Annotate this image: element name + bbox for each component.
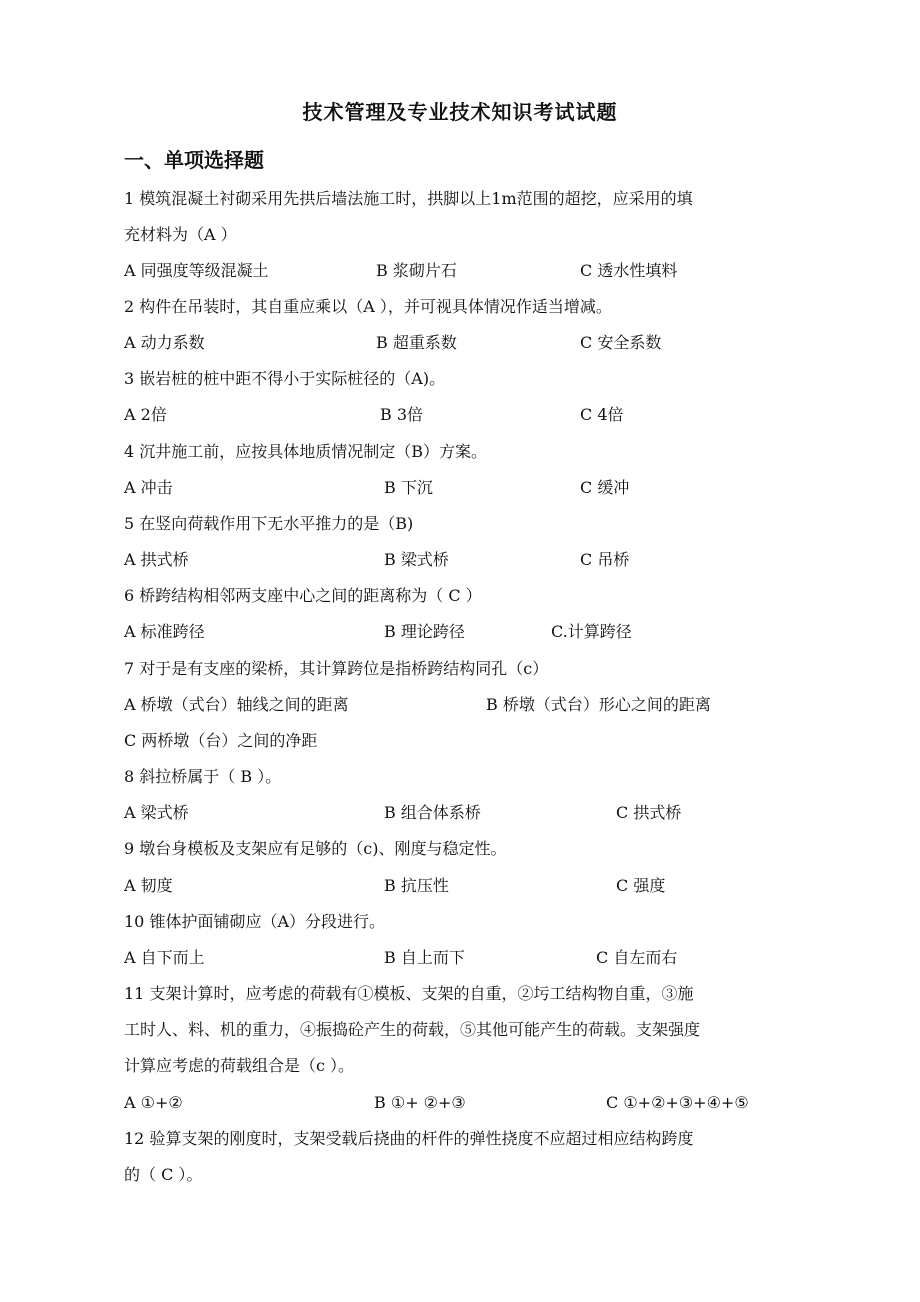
option-b: B 超重系数 bbox=[376, 333, 457, 352]
question-text: 9 墩台身模板及支架应有足够的（c)、刚度与稳定性。 bbox=[124, 839, 507, 858]
question-text: 6 桥跨结构相邻两支座中心之间的距离称为（ C ） bbox=[124, 586, 482, 605]
option-c: C.计算跨径 bbox=[551, 622, 632, 641]
option-b: B 梁式桥 bbox=[384, 550, 449, 569]
option-a: A 2倍 bbox=[124, 405, 167, 424]
option-b: B 下沉 bbox=[384, 478, 433, 497]
option-b: B 理论跨径 bbox=[384, 622, 465, 641]
option-b: B 抗压性 bbox=[384, 876, 449, 895]
question-text: 3 嵌岩桩的桩中距不得小于实际桩径的（A)。 bbox=[124, 369, 446, 388]
option-c: C 吊桥 bbox=[580, 550, 630, 569]
question-text: 11 支架计算时，应考虑的荷载有①模板、支架的自重，②圬工结构物自重，③施 bbox=[124, 984, 694, 1003]
option-c: C 强度 bbox=[616, 876, 666, 895]
question-text: 8 斜拉桥属于（ B ）。 bbox=[124, 767, 282, 786]
question-text: 12 验算支架的刚度时，支架受载后挠曲的杆件的弹性挠度不应超过相应结构跨度 bbox=[124, 1129, 694, 1148]
option-a: A 韧度 bbox=[124, 876, 173, 895]
section-heading: 一、单项选择题 bbox=[124, 148, 264, 172]
option-a: A 冲击 bbox=[124, 478, 173, 497]
option-c: C 透水性填料 bbox=[580, 261, 678, 280]
option-a: A 梁式桥 bbox=[124, 803, 189, 822]
question-text: 2 构件在吊装时，其自重应乘以（A ），并可视具体情况作适当增减。 bbox=[124, 297, 612, 316]
option-b: B 组合体系桥 bbox=[384, 803, 481, 822]
question-text: 4 沉井施工前，应按具体地质情况制定（B）方案。 bbox=[124, 442, 488, 461]
option-b: B 3倍 bbox=[380, 405, 424, 424]
option-a: A 标准跨径 bbox=[124, 622, 205, 641]
question-text: 的（ C ）。 bbox=[124, 1165, 203, 1184]
question-text: 工时人、料、机的重力，④振捣砼产生的荷载，⑤其他可能产生的荷载。支架强度 bbox=[124, 1020, 701, 1039]
option-b: B 桥墩（式台）形心之间的距离 bbox=[486, 695, 711, 714]
option-c: C 安全系数 bbox=[580, 333, 662, 352]
question-text: 10 锥体护面铺砌应（A）分段进行。 bbox=[124, 912, 386, 931]
option-c: C 4倍 bbox=[580, 405, 624, 424]
question-text: 计算应考虑的荷载组合是（c ）。 bbox=[124, 1056, 355, 1075]
option-a: A 动力系数 bbox=[124, 333, 205, 352]
page-title: 技术管理及专业技术知识考试试题 bbox=[302, 100, 618, 124]
option-c: C 缓冲 bbox=[580, 478, 630, 497]
option-c: C 拱式桥 bbox=[616, 803, 682, 822]
option-a: A 拱式桥 bbox=[124, 550, 189, 569]
option-b: B ①+ ②+③ bbox=[374, 1093, 466, 1112]
option-a: A ①+② bbox=[124, 1093, 183, 1112]
question-text: 7 对于是有支座的梁桥，其计算跨位是指桥跨结构同孔（c） bbox=[124, 659, 549, 678]
option-b: B 自上而下 bbox=[384, 948, 465, 967]
question-text: 充材料为（A ） bbox=[124, 225, 237, 244]
option-b: B 浆砌片石 bbox=[376, 261, 457, 280]
option-a: A 自下而上 bbox=[124, 948, 205, 967]
option-c: C 自左而右 bbox=[596, 948, 678, 967]
option-a: A 同强度等级混凝土 bbox=[124, 261, 269, 280]
question-text: 5 在竖向荷载作用下无水平推力的是（B) bbox=[124, 514, 414, 533]
question-text: 1 模筑混凝土衬砌采用先拱后墙法施工时，拱脚以上1m范围的超挖，应采用的填 bbox=[124, 189, 693, 208]
option-a: A 桥墩（式台）轴线之间的距离 bbox=[124, 695, 349, 714]
option-c: C ①+②+③+④+⑤ bbox=[606, 1093, 749, 1112]
option-c: C 两桥墩（台）之间的净距 bbox=[124, 731, 318, 750]
